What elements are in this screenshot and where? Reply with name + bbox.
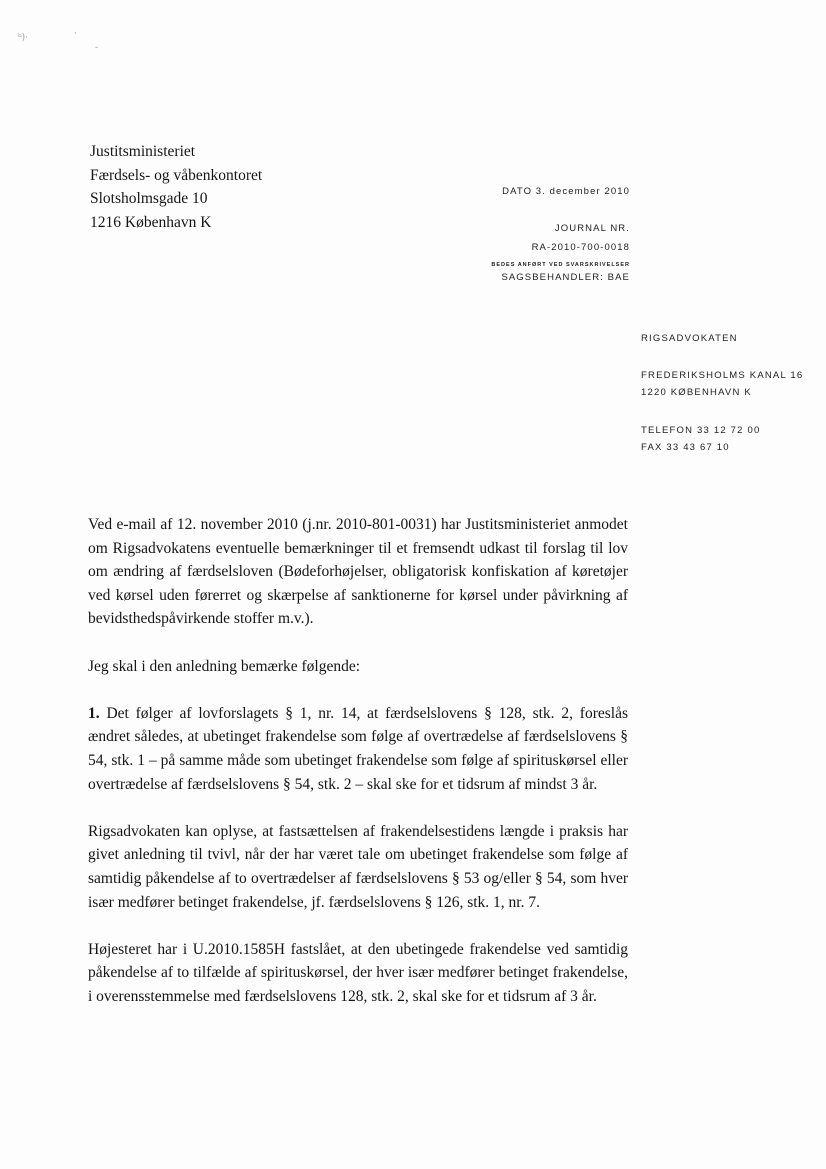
body-paragraph: Højesteret har i U.2010.1585H fastslået, at den ubetingede frakendelse ved samtidig påkendelse af to tilfælde af spirituskørsel, der hver især medfører betinget frakendelse, i overensstemmelse med færdselslovens 128, stk. 2, skal ske for et tidsrum af 3 år. (88, 940, 628, 1005)
recipient-line: Justitsministeriet (90, 143, 196, 160)
recipient-line: Færdsels- og våbenkontoret (90, 166, 263, 184)
letter-metadata (491, 186, 630, 283)
sender-phone: TELEFON 33 12 72 00 (641, 425, 761, 436)
recipient-line: 1216 København K (90, 213, 212, 231)
journal-number: RA-2010-700-0018 (531, 242, 630, 253)
sender-city: 1220 KØBENHAVN K (641, 387, 752, 398)
body-paragraph-section-1 (88, 702, 628, 796)
recipient-address (90, 140, 262, 234)
body-paragraph: Rigsadvokaten kan oplyse, at fastsættelsen af frakendelsestidens længde i praksis har givet anledning til tvivl, når der har været tale om ubetinget frakendelse som følge af samtidig påkendelse af to overtrædelser af færdselslovens § 53 og/eller § 54, som hver især medfører betinget frakendelse, jf. færdselslovens § 126, stk. 1, nr. 7. (88, 822, 628, 911)
letter-body (88, 513, 628, 1032)
reply-reference-note: BEDES ANFØRT VED SVARSKRIVELSER (491, 262, 630, 268)
case-officer: SAGSBEHANDLER: BAE (501, 272, 630, 283)
journal-label: JOURNAL NR. (554, 223, 630, 234)
body-paragraph: Ved e-mail af 12. november 2010 (j.nr. 2010-801-0031) har Justitsministeriet anmodet om Rigsadvokatens eventuelle bemærkninger til et fremsendt udkast til forslag til lov om ændring af færdselsloven (Bødeforhøjelser, obligatorisk konfiskation af køretøjer ved kørsel uden førerret og skærpelse af sanktionerne for kørsel under påvirkning af bevidsthedspåvirkende stoffer m.v.). (88, 516, 628, 628)
scan-artifact-dash: - (95, 43, 99, 53)
body-paragraph: Jeg skal i den anledning bemærke følgende: (88, 657, 361, 675)
sender-street: FREDERIKSHOLMS KANAL 16 (641, 370, 804, 381)
section-number: 1. (88, 704, 100, 722)
letter-date: DATO 3. december 2010 (502, 186, 630, 197)
sender-fax: FAX 33 43 67 10 (641, 442, 730, 453)
sender-block (641, 333, 803, 459)
scan-artifact-dot: · (74, 29, 77, 39)
scan-artifact-mark: ᵇ)· (18, 33, 28, 43)
section-text: Det følger af lovforslagets § 1, nr. 14, at færdselslovens § 128, stk. 2, foreslås ændret således, at ubetinget frakendelse som følge af overtrædelse af færdselslovens § 54, stk. 1 – på samme måde som ubetinget frakendelse som følge af spirituskørsel eller overtrædelse af færdselslovens § 54, stk. 2 – skal ske for et tidsrum af mindst 3 år. (88, 704, 629, 793)
sender-name: RIGSADVOKATEN (641, 333, 738, 344)
recipient-line: Slotsholmsgade 10 (90, 190, 208, 207)
